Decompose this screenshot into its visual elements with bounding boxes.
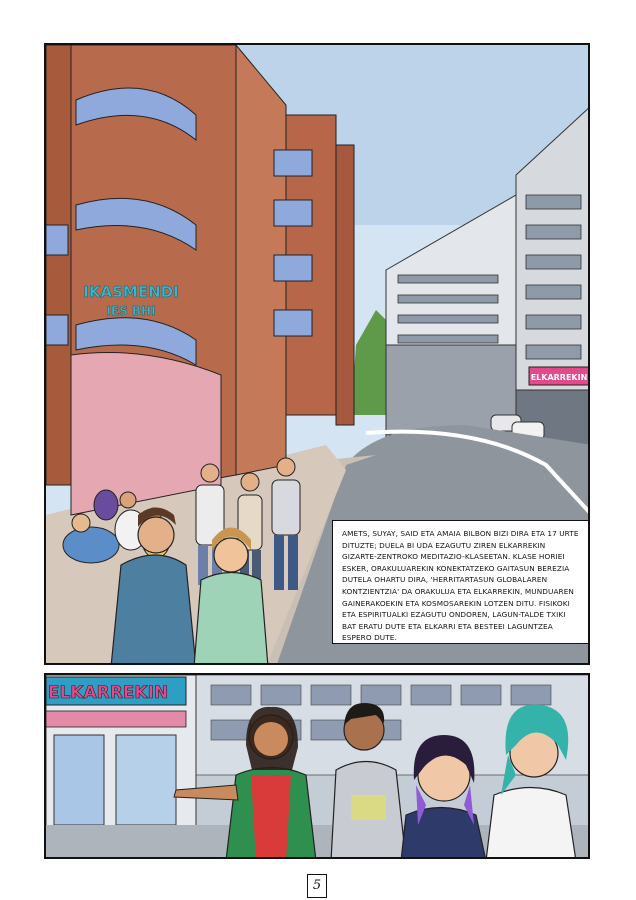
comic-panel-street bbox=[44, 43, 590, 665]
shop-sign: ELKARREKIN bbox=[47, 683, 169, 703]
comic-panel-friends bbox=[44, 673, 590, 859]
narration-caption bbox=[332, 520, 590, 644]
school-sign-line2: IES BHI bbox=[106, 304, 156, 318]
school-sign-line1: IKASMENDI bbox=[83, 283, 179, 301]
page-number: 5 bbox=[307, 874, 327, 898]
caption-text: AMETS, SUYAY, SAID ETA AMAIA BILBON BIZI DIRA ETA 17 URTE DITUZTE; DUELA BI UDA EZAGUTU ZIREN ELKARREKIN GIZARTE-ZENTROKO MEDITAZIO-KLASEETAN. KLASE HORIEI ESKER, ORAKULUAREKIN KONEKTATZEKO GAITASUN BEREZIA DUTELA OHARTU DIRA, 'HERRITARTASUN GLOBALAREN KONTZIENTZIA' DA ORAKULUA ETA ELKARREKIN, MUNDUAREN GAINERAKOEKIN ETA KOSMOSAREKIN LOTZEN DITU. FISIKOKI ETA ESPIRITUALKI EZAGUTU ONDOREN, LAGUN-TALDE TXIKI BAT ERATU DUTE ETA ELKARRI ETA BESTEEI LAGUNTZEA ESPERO DUTE. bbox=[342, 529, 579, 643]
storefront-sign: ELKARREKIN bbox=[530, 373, 588, 382]
friends-illustration bbox=[46, 675, 590, 859]
